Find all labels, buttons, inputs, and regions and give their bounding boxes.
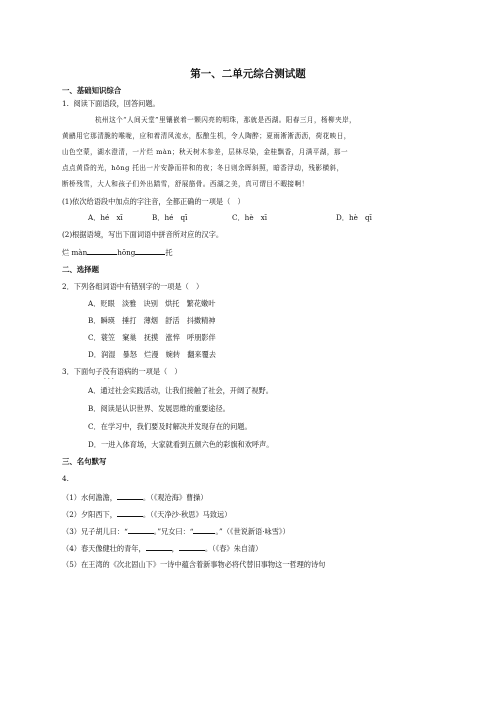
q3-option-b: B．阅读是认识世界、发展思维的重要途径。 — [88, 404, 230, 413]
passage-line-1: 杭州这个“人间天堂”里镶嵌着一颗闪亮的明珠，那就是西湖。阳春三月，杨柳夹岸， — [95, 116, 357, 124]
q2-option-c: C．蓑笠 窠巢 抚摸 涨悴 呼朋影伴 — [88, 333, 216, 342]
q3-option-d: D．一进入体育场，大家就看到五颜六色的彩旗和欢呼声。 — [88, 440, 274, 449]
section-heading-recitation: 三、名句默写 — [62, 457, 107, 466]
recitation-item-5: （5）在王湾的《次北固山下》一诗中蕴含着新事物必将代替旧事物这一哲理的诗句 — [62, 560, 326, 569]
recitation-item-3 — [62, 526, 290, 536]
fill-word-b: hōng — [117, 248, 136, 257]
item-text: （1）水何澹澹， — [62, 493, 117, 502]
page-title: 第一、二单元综合测试题 — [190, 68, 306, 80]
passage-line-3: 山色空蒙，湖水澄清，一片烂 màn；秋天树木参差，层林尽染，金桂飘香，月满平湖，那一 — [62, 148, 348, 156]
passage-line-5: 断桥残雪，大人和孩子们外出踏雪，舒展筋骨。西湖之美，真可谓目不暇接啊！ — [62, 180, 309, 188]
item-text: （3）兄子胡儿曰：“ — [62, 527, 128, 536]
q2-option-b: B．瞬瑛 捶打 薄烟 舒活 抖擞精神 — [88, 316, 216, 325]
answer-blank[interactable] — [135, 247, 165, 255]
fill-word-a: 烂 màn — [62, 248, 88, 257]
fill-in-line — [62, 247, 173, 257]
item-source: 。（《观沧海》曹操） — [142, 493, 208, 502]
option-d: D．hè qī — [336, 213, 372, 222]
passage-line-4: 点点黄昏的光，hōng 托出一片安静而祥和的夜；冬日则余晖斜照，暗香浮动，残影横斜， — [62, 164, 344, 172]
question-1-prompt — [62, 99, 160, 108]
recitation-item-1 — [62, 492, 208, 502]
answer-blank[interactable] — [146, 543, 172, 551]
section-heading-basics: 一、基础知识综合 — [62, 86, 122, 95]
option-c: C．hè xī — [232, 213, 268, 222]
sub-question-2: (2)根据语境，写出下面词语中拼音所对应的汉字。 — [62, 230, 224, 239]
recitation-item-4 — [62, 543, 262, 553]
recitation-item-2 — [62, 509, 231, 519]
question-4-number: 4. — [62, 474, 69, 483]
emphasis-dots: ··· — [104, 376, 116, 383]
option-b: B．hé qī — [152, 213, 188, 222]
section-heading-choice: 二、选择题 — [62, 265, 99, 274]
answer-blank[interactable] — [117, 492, 143, 500]
answer-blank[interactable] — [87, 247, 117, 255]
item-source: 。（《天净沙·秋思》马致远） — [142, 510, 232, 519]
item-text: （2）夕阳西下， — [62, 510, 117, 519]
answer-blank[interactable] — [128, 526, 154, 534]
question-text: 阅读下面语段，回答问题。 — [73, 99, 160, 108]
item-source: 。（《春》朱自清） — [204, 544, 263, 553]
question-2-prompt: 2．下列各组词语中有错别字的一项是（ ） — [62, 282, 204, 291]
sub-question-1: (1)依次给语段中加点的字注音，全都正确的一项是（ ） — [62, 197, 245, 206]
answer-blank[interactable] — [179, 543, 205, 551]
item-text: ， — [171, 544, 179, 553]
answer-blank[interactable] — [193, 526, 215, 534]
fill-word-c: 托 — [165, 248, 173, 257]
question-number: 1. — [62, 99, 69, 108]
q3-option-c: C．在学习中，我们要及时解决并发现存在的问题。 — [88, 422, 252, 431]
q2-option-d: D．润湿 暴怒 烂漫 婉转 翻来覆去 — [88, 350, 216, 359]
option-a: A．hé xī — [88, 213, 123, 222]
answer-blank[interactable] — [117, 509, 143, 517]
q2-option-a: A．贬眼 淡雅 诀别 烘托 繁花嫩叶 — [88, 299, 216, 308]
passage-line-2: 黄鹂用它那清脆的喉咙，应和着清风流水，酝酿生机，令人陶醉；夏雨淅淅沥沥，荷花映日， — [62, 132, 351, 140]
question-3-prompt: 3．下面句子没有语病的一项是（ ） — [62, 367, 182, 376]
item-text: 。”兄女曰：“ — [153, 527, 194, 536]
item-source: 。”（《世说新语·咏雪》） — [215, 527, 290, 536]
item-text: （4）春天像健壮的青年， — [62, 544, 146, 553]
q3-option-a: A．通过社会实践活动，让我们接触了社会，开阔了视野。 — [88, 386, 273, 395]
